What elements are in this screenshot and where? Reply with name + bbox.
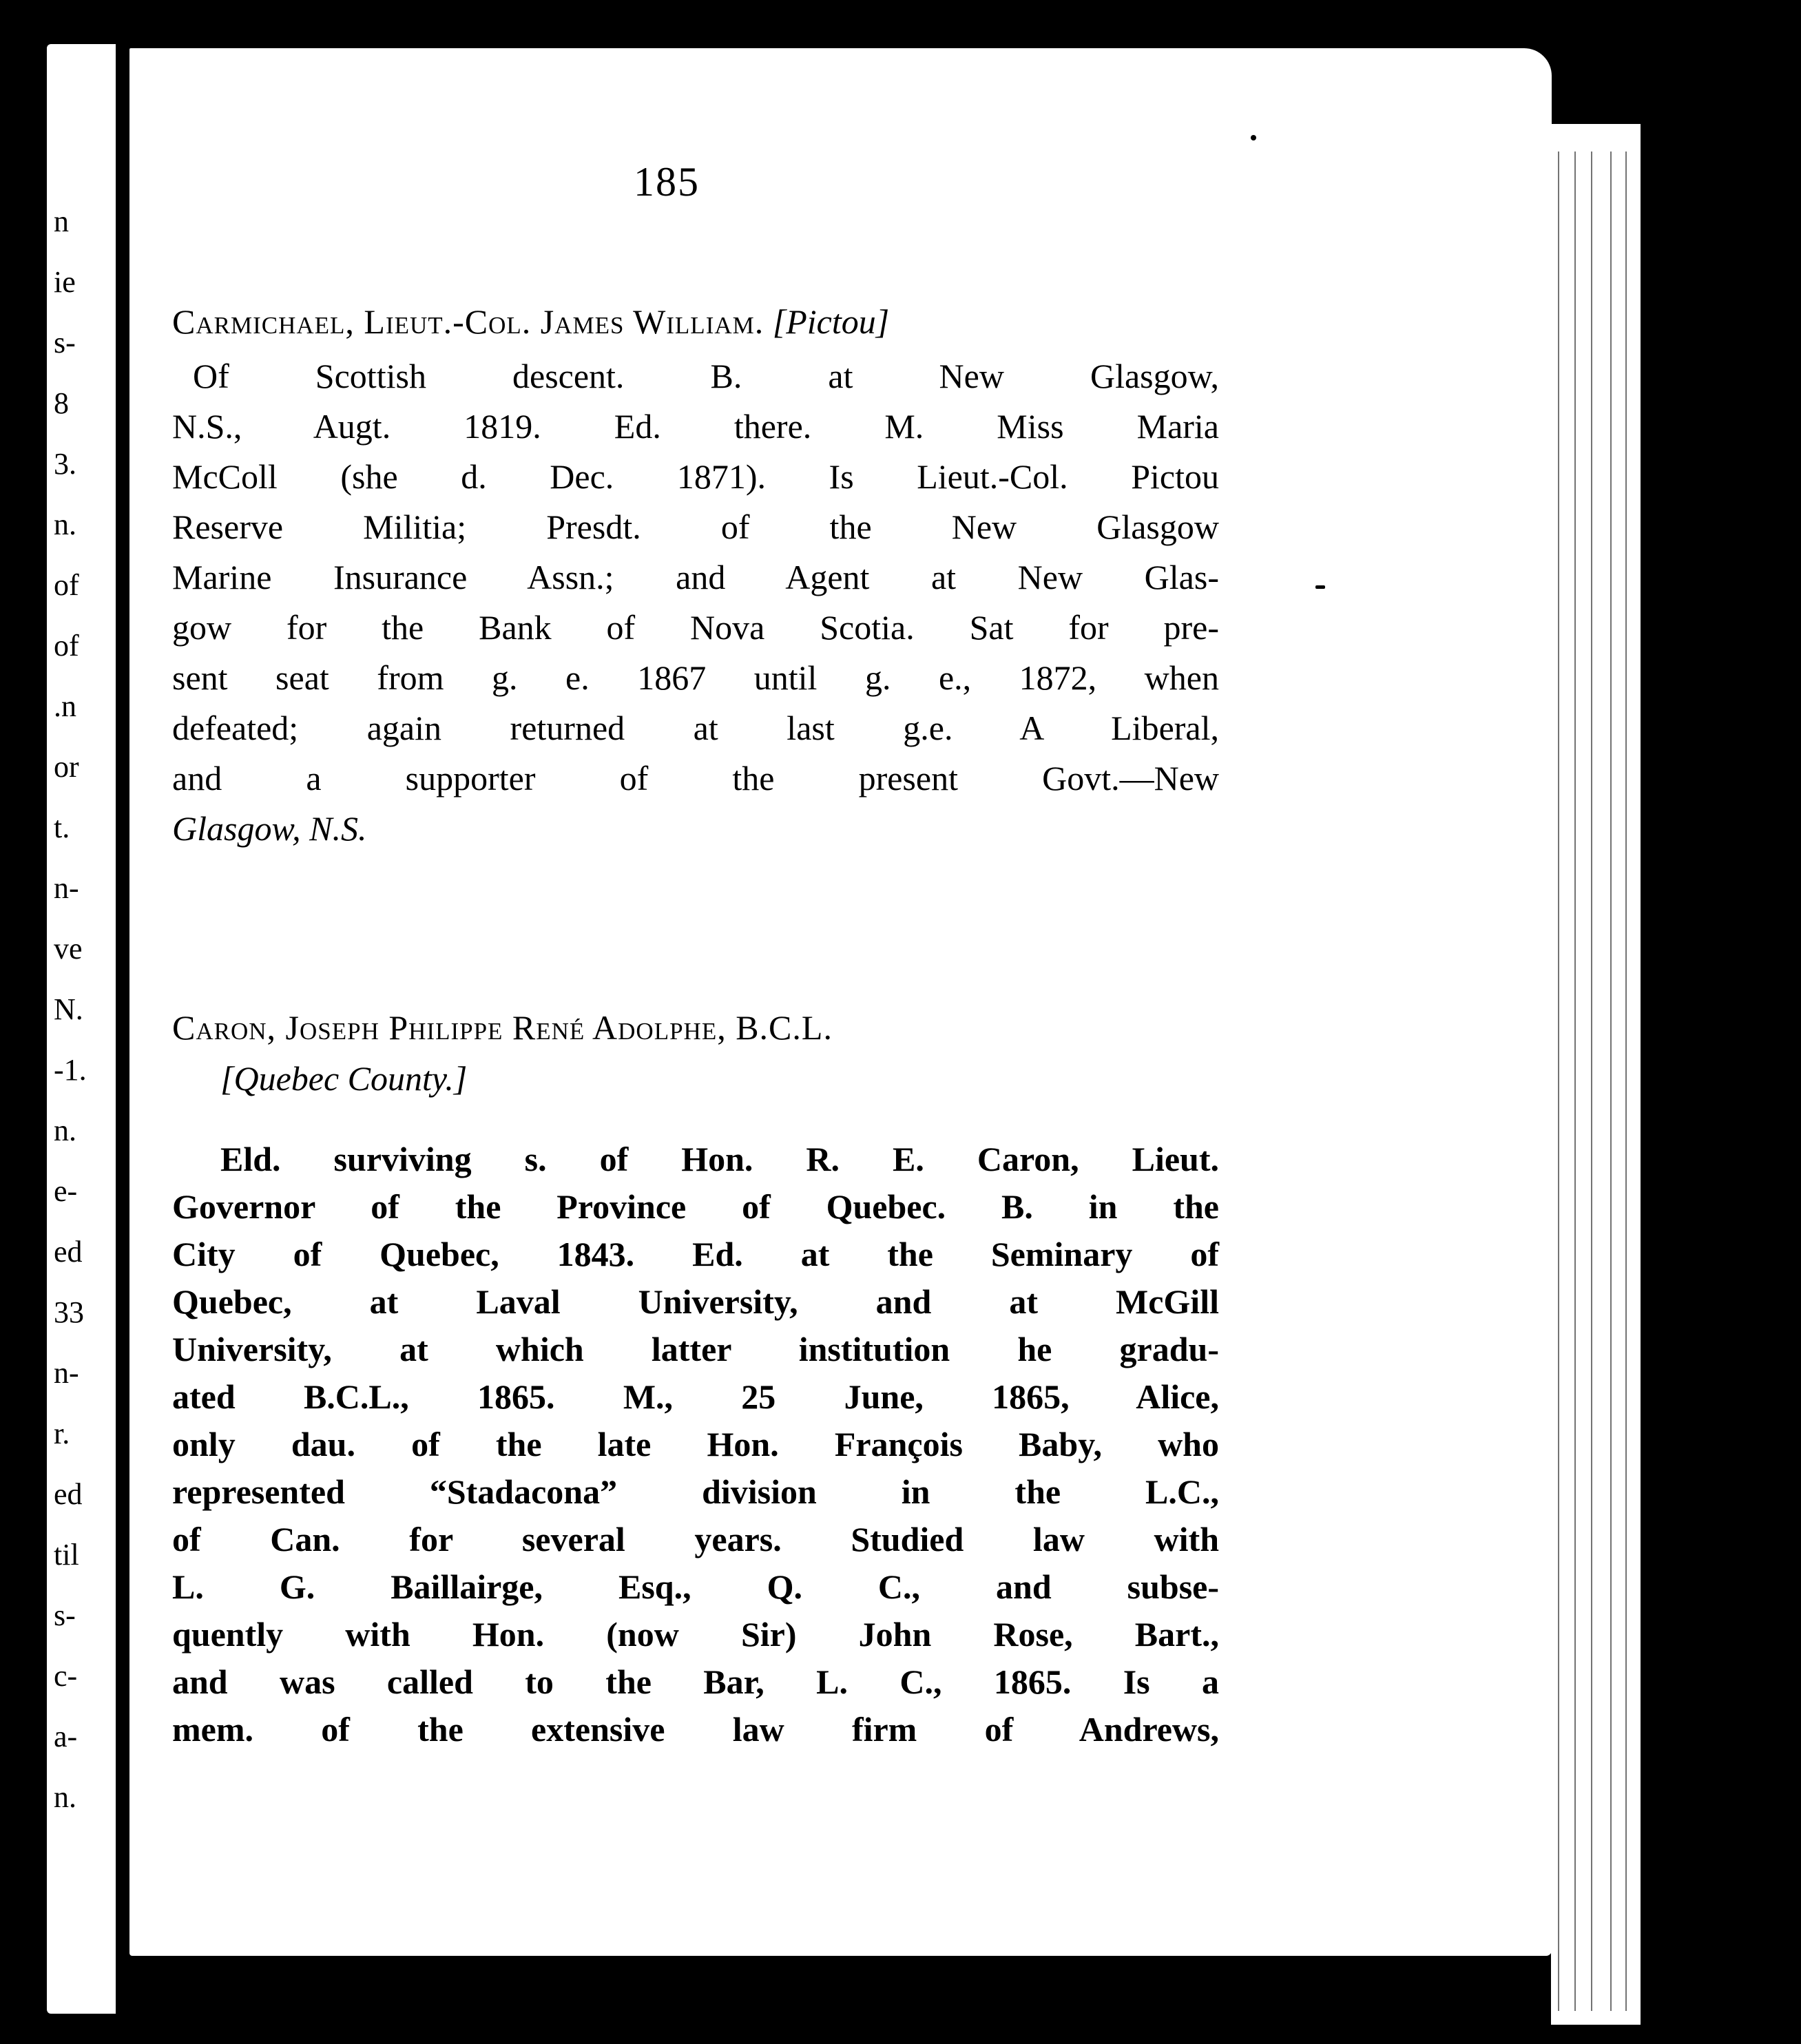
page-fore-edge <box>1551 124 1641 2025</box>
text-line: Quebec, at Laval University, and at McGill <box>172 1282 1219 1321</box>
previous-page-fragment: til <box>54 1538 79 1572</box>
text-line: represented “Stadacona” division in the L.C., <box>172 1472 1219 1511</box>
entry-constituency: [Pictou] <box>772 302 890 341</box>
previous-page-fragment: c- <box>54 1659 78 1693</box>
text-line: University, at which latter institution he gradu- <box>172 1330 1219 1368</box>
text-line: sent seat from g. e. 1867 until g. e., 1872, when <box>172 658 1219 697</box>
previous-page-fragment: t. <box>54 811 70 844</box>
text-line: City of Quebec, 1843. Ed. at the Seminary of <box>172 1235 1219 1273</box>
entry-body <box>172 351 1219 854</box>
previous-page-fragment: 3. <box>54 447 76 481</box>
previous-page-fragment: s- <box>54 326 76 359</box>
previous-page-fragment: .n <box>54 689 76 723</box>
previous-page-fragment: n- <box>54 871 79 905</box>
text-line: only dau. of the late Hon. François Baby, who <box>172 1425 1219 1463</box>
scan-speck <box>1315 585 1325 589</box>
text-line: Governor of the Province of Quebec. B. in the <box>172 1187 1219 1226</box>
scan-speck <box>1251 135 1256 140</box>
text-line: Of Scottish descent. B. at New Glasgow, <box>193 357 1219 395</box>
text-line: and was called to the Bar, L. C., 1865. Is a <box>172 1662 1219 1701</box>
entry-heading-line-2 <box>172 1053 1219 1104</box>
previous-page-fragment: or <box>54 750 79 784</box>
previous-page-fragment: N. <box>54 992 83 1026</box>
page-number: 185 <box>634 159 700 205</box>
previous-page-fragment: of <box>54 629 79 663</box>
text-line: McColl (she d. Dec. 1871). Is Lieut.-Col. Pictou <box>172 457 1219 496</box>
previous-page-fragment: n- <box>54 1356 79 1390</box>
previous-page-fragment: ie <box>54 265 76 299</box>
text-line: quently with Hon. (now Sir) John Rose, Bart., <box>172 1615 1219 1654</box>
text-line: Reserve Militia; Presdt. of the New Glasgow <box>172 508 1219 546</box>
text-line: of Can. for several years. Studied law with <box>172 1520 1219 1558</box>
previous-page-fragment: e- <box>54 1174 78 1208</box>
previous-page-fragment: 8 <box>54 386 69 420</box>
previous-page-fragment: r. <box>54 1417 70 1450</box>
text-line: mem. of the extensive law firm of Andrews, <box>172 1710 1219 1749</box>
previous-page-fragment: ve <box>54 932 83 966</box>
entry-heading <box>172 1002 1219 1053</box>
entry-constituency: [Quebec County.] <box>220 1059 468 1098</box>
text-line: Glasgow, N.S. <box>172 809 367 848</box>
biography-entry-carmichael <box>172 296 1219 854</box>
previous-page-fragment: a- <box>54 1720 78 1753</box>
previous-page-fragment: n. <box>54 1780 76 1814</box>
previous-page-fragment: n. <box>54 1114 76 1147</box>
text-line: L. G. Baillairge, Esq., Q. C., and subse- <box>172 1567 1219 1606</box>
previous-page-fragment: ed <box>54 1477 83 1511</box>
previous-page-fragment: s- <box>54 1598 76 1632</box>
entry-name: Caron, Joseph Philippe René Adolphe, B.C.L. <box>172 1008 833 1047</box>
text-line: N.S., Augt. 1819. Ed. there. M. Miss Maria <box>172 407 1219 446</box>
entry-body <box>172 1136 1219 1753</box>
previous-page-fragment: n <box>54 205 69 238</box>
previous-page-fragment: -1. <box>54 1053 87 1087</box>
previous-page-fragment: n. <box>54 508 76 541</box>
text-line: gow for the Bank of Nova Scotia. Sat for pre- <box>172 608 1219 647</box>
previous-page-edge <box>47 44 116 2014</box>
text-line: Eld. surviving s. of Hon. R. E. Caron, Lieut. <box>220 1140 1219 1178</box>
biography-entry-caron <box>172 1002 1219 1753</box>
previous-page-fragment: 33 <box>54 1295 84 1329</box>
entry-heading <box>172 296 1219 347</box>
text-line: and a supporter of the present Govt.—New <box>172 759 1219 797</box>
previous-page-fragment: ed <box>54 1235 83 1269</box>
text-line: defeated; again returned at last g.e. A Liberal, <box>172 709 1219 747</box>
previous-page-fragment: of <box>54 568 79 602</box>
text-line: ated B.C.L., 1865. M., 25 June, 1865, Alice, <box>172 1377 1219 1416</box>
text-line: Marine Insurance Assn.; and Agent at New Glas- <box>172 558 1219 596</box>
entry-name: Carmichael, Lieut.-Col. James William. <box>172 302 764 341</box>
